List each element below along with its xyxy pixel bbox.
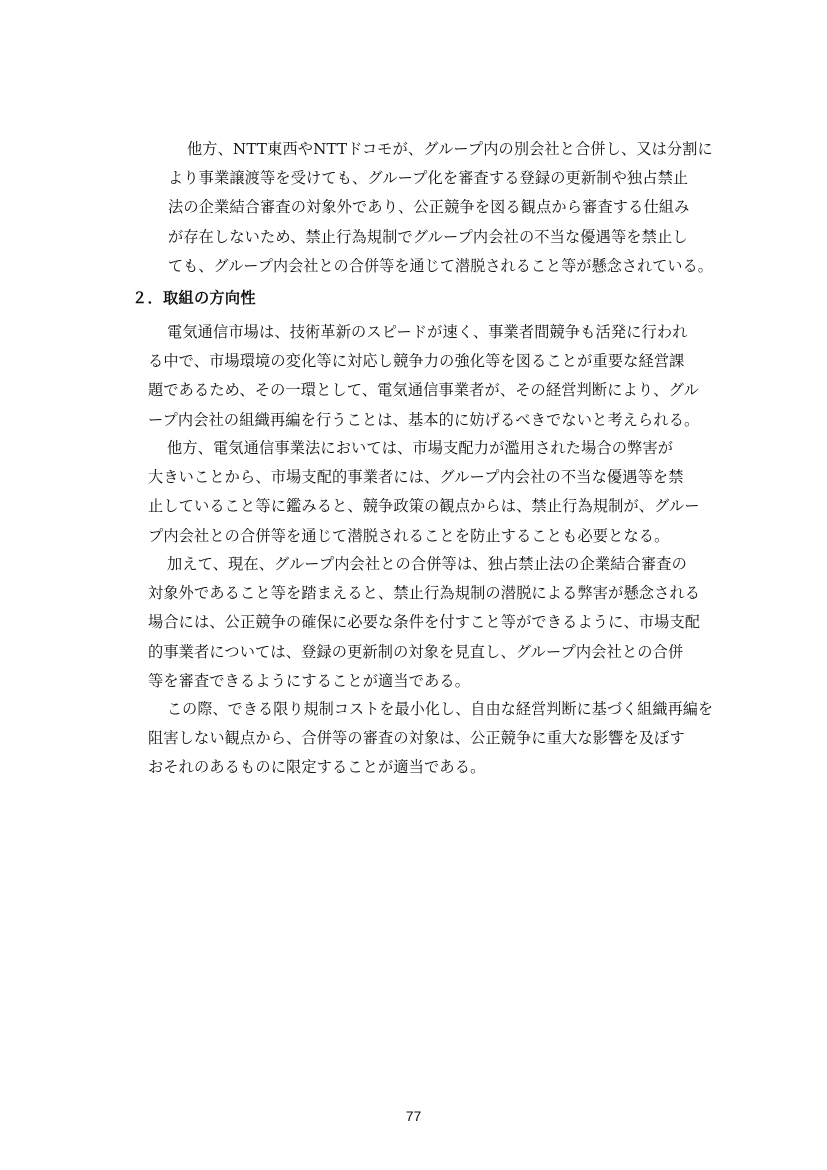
intro-paragraph	[168, 135, 713, 281]
paragraph-line: 他方、NTT東西やNTTドコモが、グループ内の別会社と合併し、又は分割に	[187, 140, 713, 158]
paragraph-line: 題であるため、その一環として、電気通信事業者が、その経営判断により、グル	[148, 381, 699, 400]
body-paragraph	[148, 434, 713, 551]
paragraph-line: この際、できる限り規制コストを最小化し、自由な経営判断に基づく組織再編を	[167, 700, 714, 718]
paragraph-line: 止していること等に鑑みると、競争政策の観点からは、禁止行為規制が、グルー	[148, 497, 700, 516]
paragraph-line: より事業譲渡等を受けても、グループ化を審査する登録の更新制や独占禁止	[168, 169, 689, 188]
page-number: 77	[405, 1108, 422, 1124]
body-paragraph	[148, 318, 713, 435]
paragraph-line: 法の企業結合審査の対象外であり、公正競争を図る観点から審査する仕組み	[168, 198, 690, 217]
body-paragraph	[148, 550, 713, 696]
paragraph-line: 的事業者については、登録の更新制の対象を見直し、グループ内会社との合併	[148, 642, 684, 661]
paragraph-line: 等を審査できるようにすることが適当である。	[148, 671, 471, 690]
paragraph-line: おそれのあるものに限定することが適当である。	[148, 758, 486, 777]
paragraph-line: 電気通信市場は、技術革新のスピードが速く、事業者間競争も活発に行われ	[167, 323, 688, 341]
paragraph-line: 場合には、公正競争の確保に必要な条件を付すこと等ができるように、市場支配	[148, 613, 701, 632]
paragraph-line: ても、グループ内会社との合併等を通じて潜脱されること等が懸念されている。	[168, 256, 713, 275]
paragraph-line: 加えて、現在、グループ内会社との合併等は、独占禁止法の企業結合審査の	[167, 555, 687, 573]
paragraph-line: ープ内会社の組織再編を行うことは、基本的に妨げるべきでないと考えられる。	[148, 410, 700, 429]
paragraph-line: 阻害しない観点から、合併等の審査の対象は、公正競争に重大な影響を及ぼす	[148, 729, 685, 748]
paragraph-line: 対象外であること等を踏まえると、禁止行為規制の潜脱による弊害が懸念される	[148, 584, 701, 603]
paragraph-line: 大きいことから、市場支配的事業者には、グループ内会社の不当な優遇等を禁	[148, 468, 684, 487]
paragraph-line: が存在しないため、禁止行為規制でグループ内会社の不当な優遇等を禁止し	[168, 227, 688, 246]
body-paragraph	[148, 695, 713, 783]
paragraph-line: 他方、電気通信事業法においては、市場支配力が濫用された場合の弊害が	[167, 439, 674, 457]
paragraph-line: る中で、市場環境の変化等に対応し競争力の強化等を図ることが重要な経営課	[148, 352, 685, 371]
section-heading: ２．取組の方向性	[132, 289, 256, 307]
paragraph-line: プ内会社との合併等を通じて潜脱されることを防止することも必要となる。	[148, 526, 670, 545]
